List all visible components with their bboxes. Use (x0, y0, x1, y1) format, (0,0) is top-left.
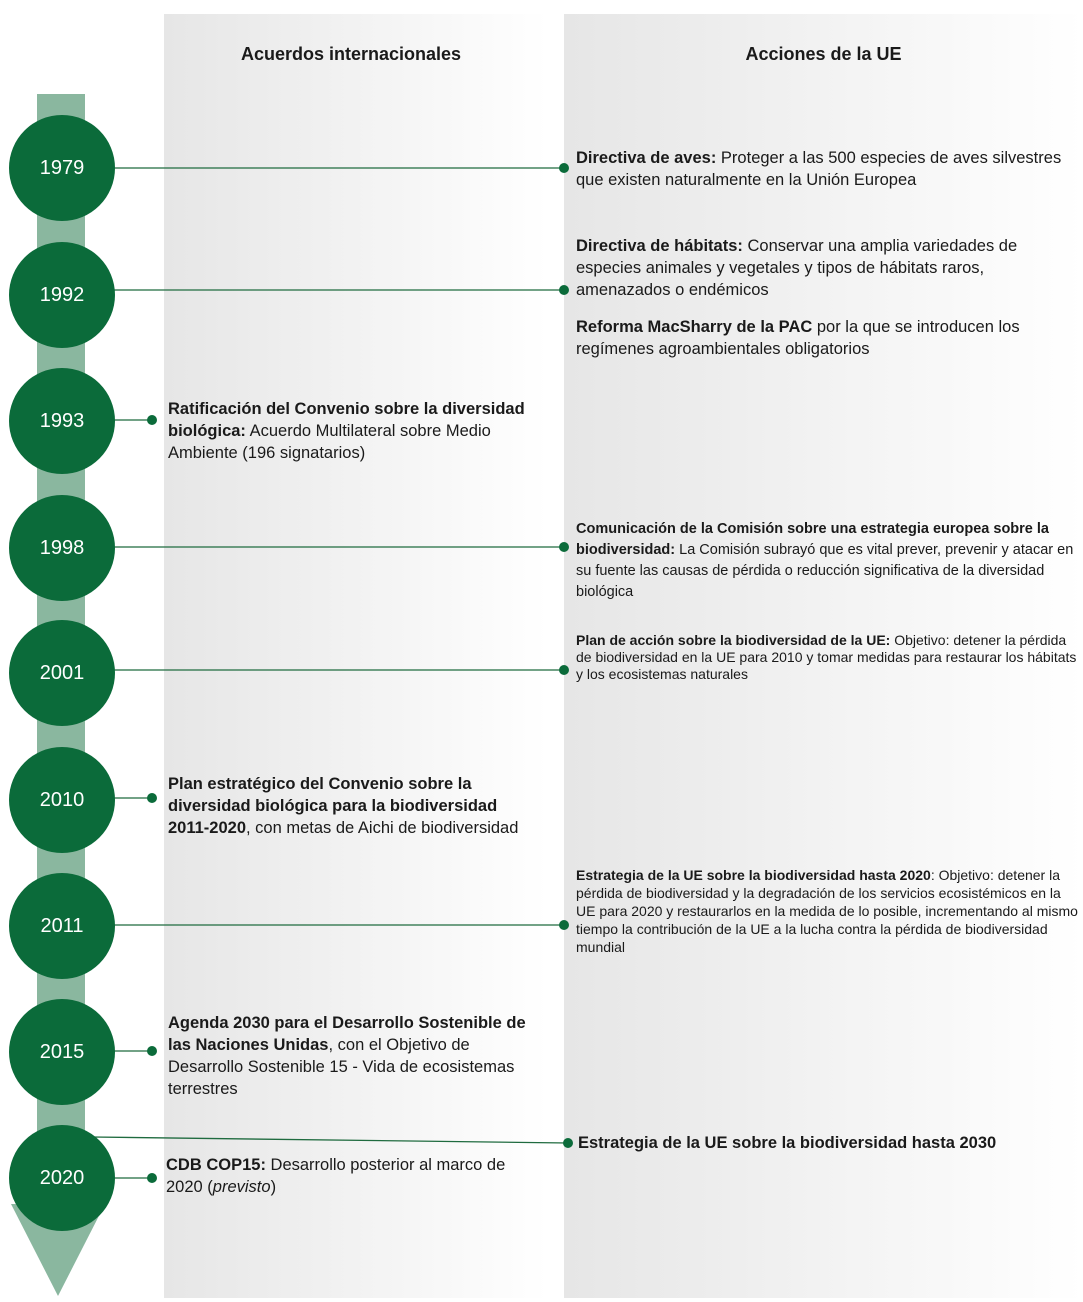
intl-agreement-2020-title: CDB COP15: (166, 1156, 266, 1174)
eu-action-1998-title: Comunicación de la Comisión sobre una estrategia europea sobre la biodiversidad: (576, 521, 1049, 558)
intl-agreement-2015 (168, 1012, 528, 1100)
year-1979: 1979 (9, 115, 115, 221)
eu-action-2001 (576, 632, 1081, 683)
year-2010: 2010 (9, 747, 115, 853)
intl-agreement-2010 (168, 773, 528, 839)
connector-dot-2015 (147, 1046, 157, 1056)
intl-agreement-2015-text: , con el Objetivo de Desarrollo Sostenible 15 - Vida de ecosistemas terrestres (168, 1036, 515, 1098)
eu-action-2020-title: Estrategia de la UE sobre la biodiversidad hasta 2030 (578, 1134, 997, 1152)
intl-column-header: Acuerdos internacionales (240, 44, 462, 64)
eu-action-1992-habitats-text: Conservar una amplia variedades de especies animales y vegetales y tipos de hábitats raros, amenazados o endémicos (576, 237, 1018, 299)
intl-agreement-2015-title: Agenda 2030 para el Desarrollo Sostenible de las Naciones Unidas (168, 1014, 526, 1054)
intl-agreement-2010-title: Plan estratégico del Convenio sobre la diversidad biológica para la biodiversidad 2011-2020 (168, 775, 498, 837)
eu-action-2011 (576, 866, 1081, 956)
eu-action-1998-text: La Comisión subrayó que es vital prever, prevenir y atacar en su fuente las causas de pérdida o reducción significativa de la diversidad biológica (576, 542, 1074, 600)
connector-dot-1998 (559, 542, 569, 552)
intl-agreement-1993-title: Ratificación del Convenio sobre la diversidad biológica: (168, 400, 525, 440)
intl-agreement-1993 (168, 398, 528, 464)
intl-agreement-2010-text: , con metas de Aichi de biodiversidad (246, 819, 519, 837)
eu-action-1992-macsharry-text: por la que se introducen los regímenes agroambientales obligatorios (576, 318, 1020, 358)
eu-column-header: Acciones de la UE (745, 44, 902, 64)
connector-dot-2011 (559, 920, 569, 930)
connector-dot-2010 (147, 793, 157, 803)
eu-action-1979 (576, 147, 1076, 191)
eu-action-1998 (576, 519, 1081, 603)
year-2011: 2011 (9, 873, 115, 979)
intl-agreement-1993-text: Acuerdo Multilateral sobre Medio Ambiente (196 signatarios) (168, 422, 491, 462)
connector-dot-1979 (559, 163, 569, 173)
eu-action-2001-title: Plan de acción sobre la biodiversidad de la UE: (576, 632, 891, 648)
connector-dot-2020-eu (563, 1138, 573, 1148)
connector-dot-2020-intl (147, 1173, 157, 1183)
connector-dot-2001 (559, 665, 569, 675)
year-1992: 1992 (9, 242, 115, 348)
eu-action-2001-text: Objetivo: detener la pérdida de biodiversidad en la UE para 2010 y tomar medidas para restaurar los hábitats y los ecosistemas naturales (576, 632, 1077, 682)
intl-agreement-2020-tail: ) (270, 1178, 277, 1196)
intl-agreement-2020-italic: previsto (212, 1178, 271, 1196)
eu-action-1979-title: Directiva de aves: (576, 149, 717, 167)
eu-action-2011-text: : Objetivo: detener la pérdida de biodiversidad y la degradación de los servicios ecosistémicos en la UE para 2020 y restaurarlos en la medida de lo posible, incrementando al mismo tiempo la contribución de la UE a la lucha contra la pérdida de biodiversidad mundial (576, 867, 1078, 955)
year-1998: 1998 (9, 495, 115, 601)
eu-action-2011-title: Estrategia de la UE sobre la biodiversidad hasta 2020 (576, 867, 931, 883)
eu-action-1992-macsharry-title: Reforma MacSharry de la PAC (576, 318, 813, 336)
eu-action-1992-macsharry (576, 316, 1076, 360)
year-1993: 1993 (9, 368, 115, 474)
eu-action-2020 (578, 1132, 1078, 1154)
connector-dot-1992 (559, 285, 569, 295)
eu-action-1992-habitats (576, 235, 1076, 301)
intl-agreement-2020-text: Desarrollo posterior al marco de 2020 ( (166, 1156, 506, 1196)
eu-action-1992-habitats-title: Directiva de hábitats: (576, 237, 743, 255)
year-2015: 2015 (9, 999, 115, 1105)
connector-dot-1993 (147, 415, 157, 425)
intl-agreement-2020 (166, 1154, 526, 1198)
year-2001: 2001 (9, 620, 115, 726)
eu-action-1979-text: Proteger a las 500 especies de aves silvestres que existen naturalmente en la Unión Europea (576, 149, 1062, 189)
year-2020: 2020 (9, 1125, 115, 1231)
connector-2020-eu (92, 1137, 568, 1143)
